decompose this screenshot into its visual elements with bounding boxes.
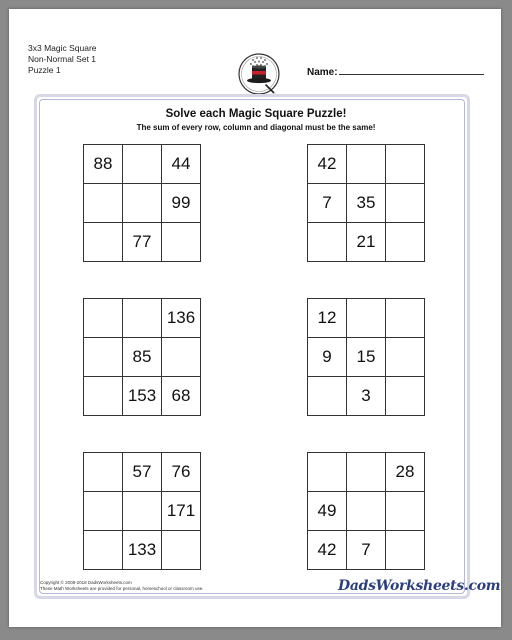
magic-square-4 (307, 298, 425, 416)
given-number-cell: 153 (123, 377, 162, 416)
name-blank-line[interactable] (339, 64, 484, 75)
given-number-cell: 85 (123, 338, 162, 377)
given-number-cell: 15 (347, 338, 386, 377)
magic-square-3 (83, 298, 201, 416)
empty-cell[interactable] (123, 492, 162, 531)
given-number-cell: 133 (123, 531, 162, 570)
empty-cell[interactable] (84, 299, 123, 338)
given-number-cell: 3 (347, 377, 386, 416)
given-number-cell: 7 (308, 184, 347, 223)
given-number-cell: 49 (308, 492, 347, 531)
empty-cell[interactable] (84, 184, 123, 223)
empty-cell[interactable] (386, 377, 425, 416)
empty-cell[interactable] (386, 299, 425, 338)
empty-cell[interactable] (308, 377, 347, 416)
empty-cell[interactable] (347, 492, 386, 531)
empty-cell[interactable] (84, 531, 123, 570)
empty-cell[interactable] (386, 338, 425, 377)
magic-square-5 (83, 452, 201, 570)
name-label: Name: (307, 67, 338, 78)
empty-cell[interactable] (84, 338, 123, 377)
brand-logo: DadsWorksheets.com (338, 578, 501, 594)
given-number-cell: 42 (308, 145, 347, 184)
given-number-cell: 42 (308, 531, 347, 570)
given-number-cell: 171 (162, 492, 201, 531)
usage-note: These Math Worksheets are provided for personal, homeschool or classroom use. (40, 586, 204, 591)
given-number-cell: 28 (386, 453, 425, 492)
name-field[interactable] (307, 64, 484, 78)
worksheet-title: 3x3 Magic Square (28, 43, 97, 53)
given-number-cell: 99 (162, 184, 201, 223)
magic-square-6 (307, 452, 425, 570)
given-number-cell: 21 (347, 223, 386, 262)
empty-cell[interactable] (308, 223, 347, 262)
empty-cell[interactable] (308, 453, 347, 492)
worksheet-info (28, 43, 97, 76)
magic-square-1 (83, 144, 201, 262)
empty-cell[interactable] (84, 492, 123, 531)
empty-cell[interactable] (386, 223, 425, 262)
copyright-text: Copyright © 2008-2018 DadsWorksheets.com (40, 580, 132, 585)
given-number-cell: 12 (308, 299, 347, 338)
worksheet-puzzle-number: Puzzle 1 (28, 65, 61, 75)
empty-cell[interactable] (162, 223, 201, 262)
given-number-cell: 88 (84, 145, 123, 184)
given-number-cell: 9 (308, 338, 347, 377)
empty-cell[interactable] (347, 453, 386, 492)
given-number-cell: 77 (123, 223, 162, 262)
given-number-cell: 76 (162, 453, 201, 492)
instructions-title: Solve each Magic Square Puzzle! (165, 108, 347, 120)
empty-cell[interactable] (162, 531, 201, 570)
empty-cell[interactable] (386, 184, 425, 223)
empty-cell[interactable] (123, 299, 162, 338)
empty-cell[interactable] (386, 531, 425, 570)
magic-square-2 (307, 144, 425, 262)
empty-cell[interactable] (84, 377, 123, 416)
given-number-cell: 57 (123, 453, 162, 492)
given-number-cell: 44 (162, 145, 201, 184)
empty-cell[interactable] (84, 223, 123, 262)
empty-cell[interactable] (84, 453, 123, 492)
instructions-subtitle: The sum of every row, column and diagonal must be the same! (136, 123, 376, 132)
footer (40, 580, 204, 592)
given-number-cell: 35 (347, 184, 386, 223)
worksheet-set: Non-Normal Set 1 (28, 54, 97, 64)
empty-cell[interactable] (347, 145, 386, 184)
given-number-cell: 136 (162, 299, 201, 338)
given-number-cell: 7 (347, 531, 386, 570)
empty-cell[interactable] (347, 299, 386, 338)
given-number-cell: 68 (162, 377, 201, 416)
empty-cell[interactable] (162, 338, 201, 377)
empty-cell[interactable] (123, 145, 162, 184)
empty-cell[interactable] (386, 492, 425, 531)
empty-cell[interactable] (386, 145, 425, 184)
empty-cell[interactable] (123, 184, 162, 223)
